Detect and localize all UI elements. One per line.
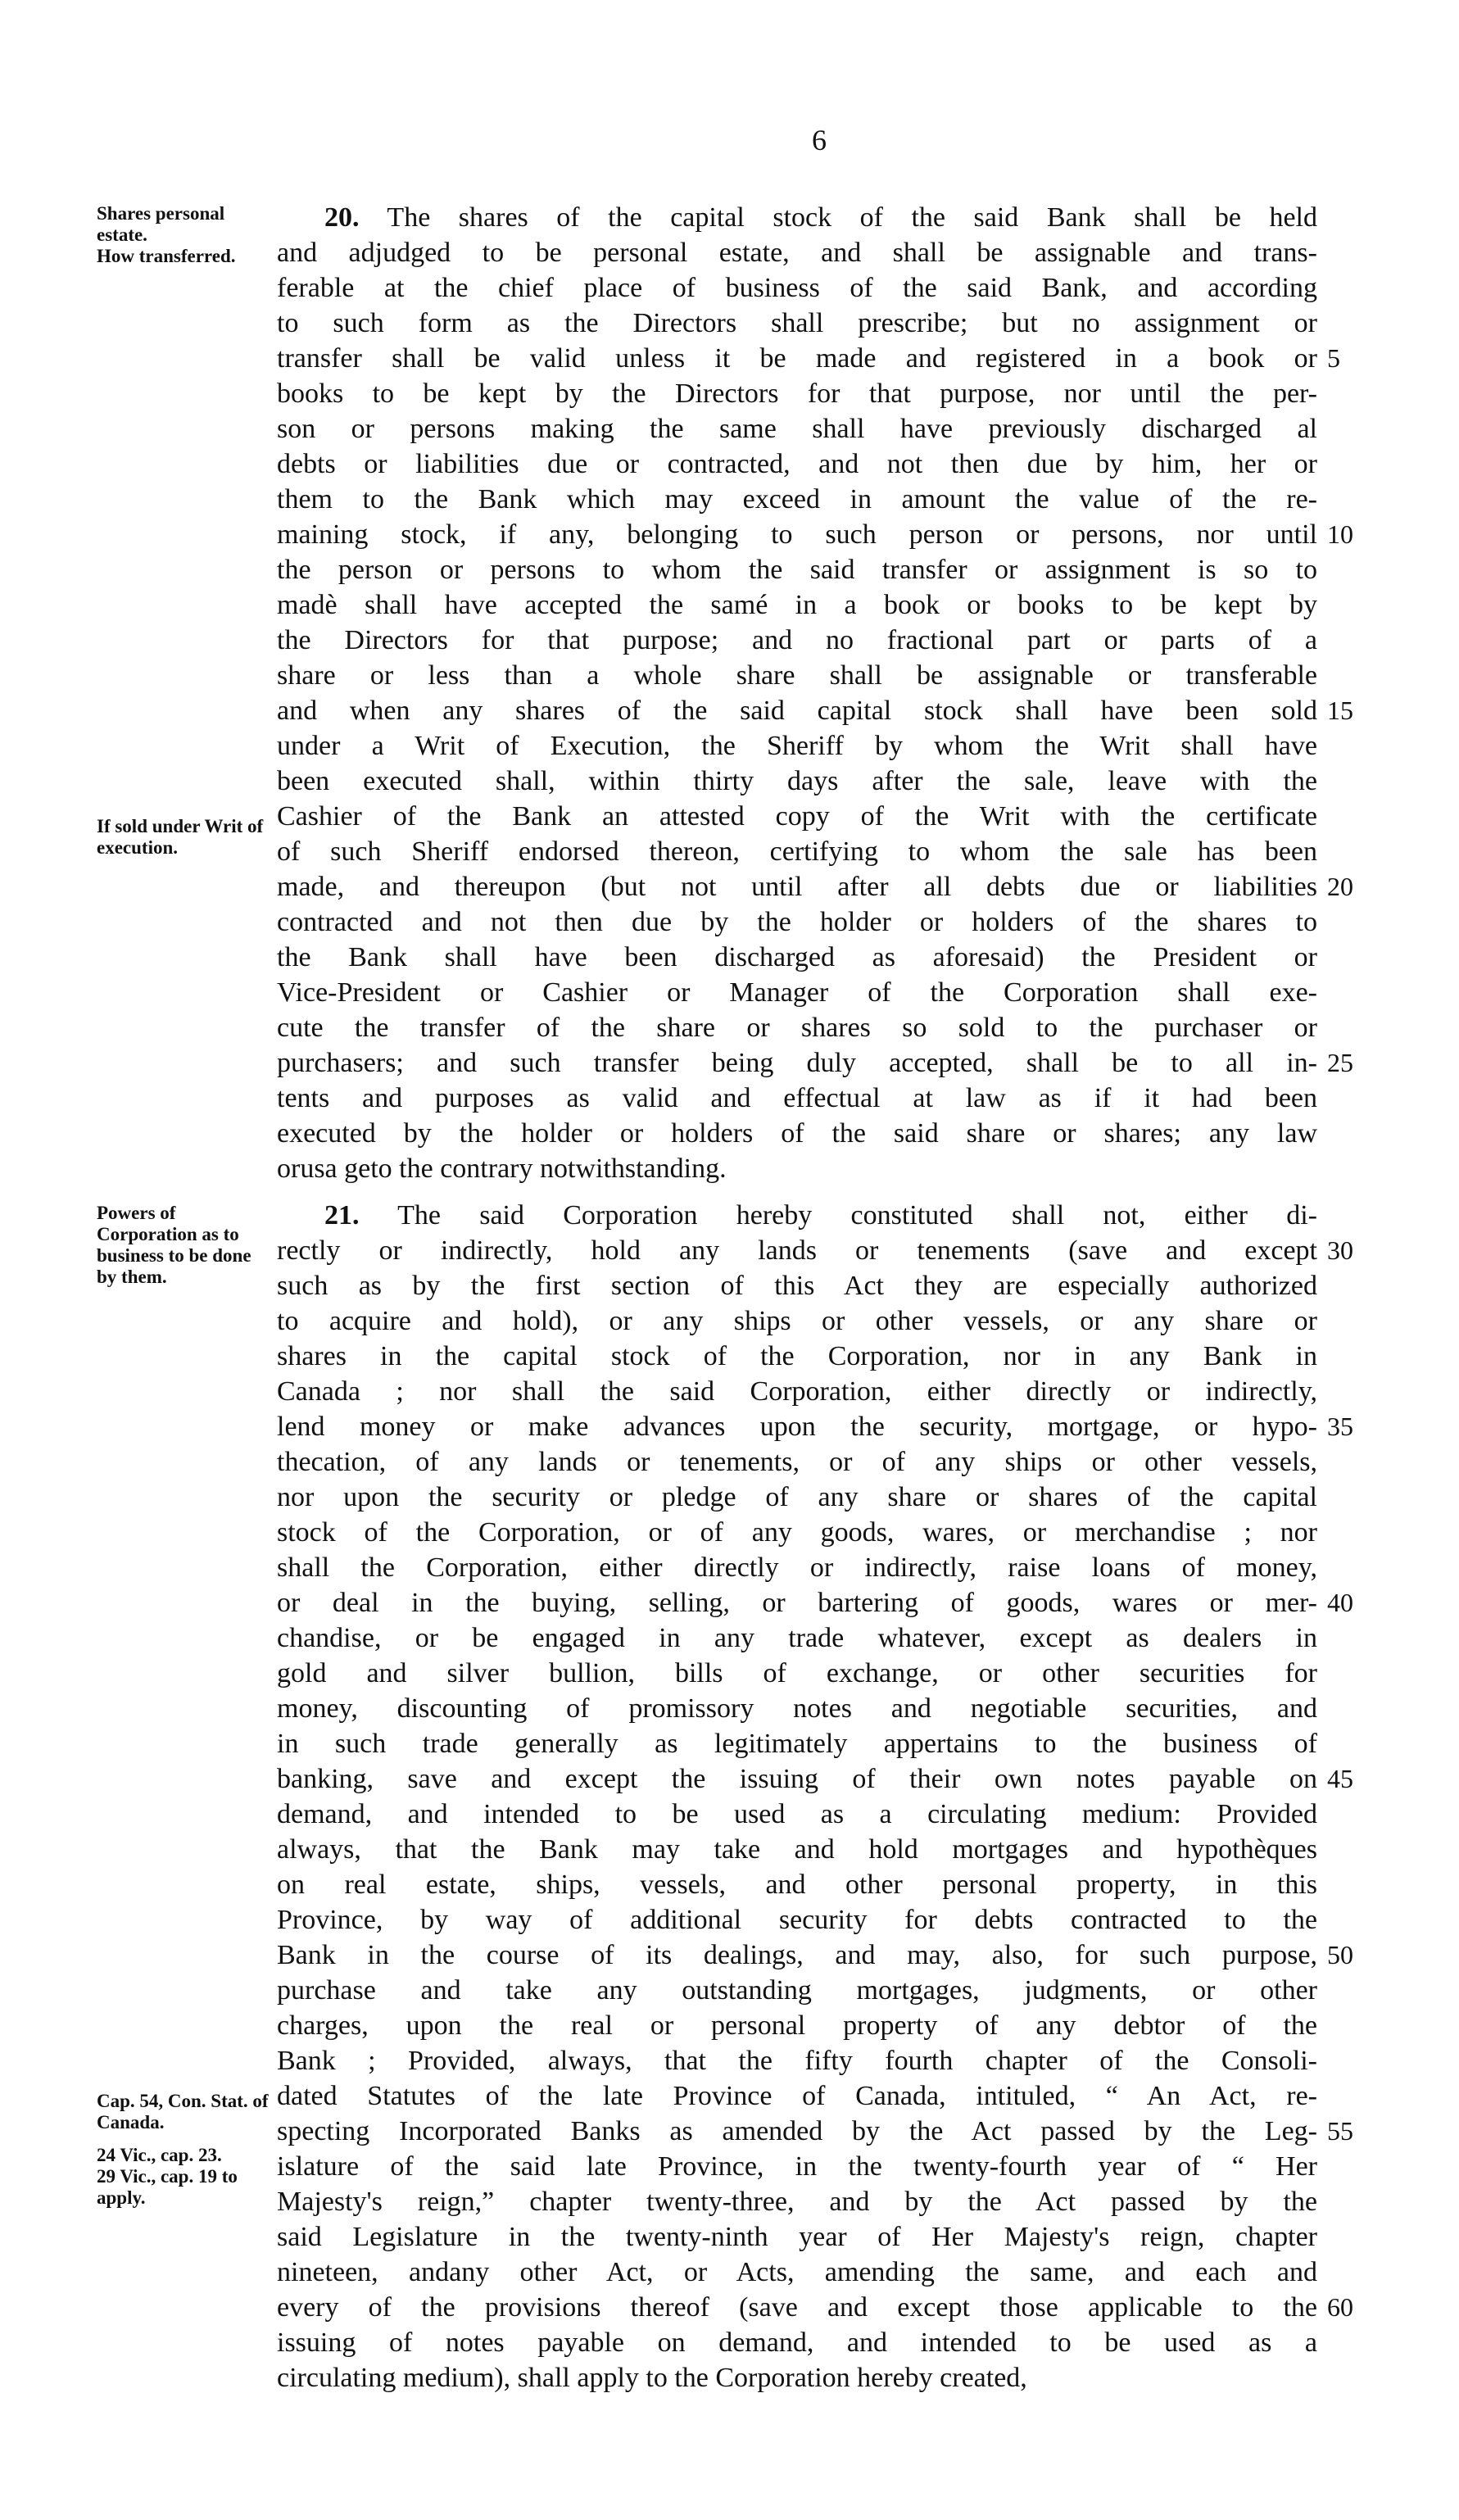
line-number: 60 xyxy=(1327,2292,1353,2322)
line-text: rectly or indirectly, hold any lands or tenements (save and except xyxy=(277,1235,1317,1266)
line-text: under a Writ of Execution, the Sheriff by whom the Writ shall have xyxy=(277,731,1317,761)
text-line xyxy=(277,1585,1317,1620)
line-text: The shares of the capital stock of the said Bank shall be held xyxy=(387,202,1318,233)
line-text: gold and silver bullion, bills of exchange, or other securities for xyxy=(277,1658,1317,1688)
line-text: always, that the Bank may take and hold mortgages and hypothèques xyxy=(277,1834,1317,1865)
paragraph-number: 20. xyxy=(324,202,360,233)
line-number: 15 xyxy=(1327,696,1353,725)
text-line xyxy=(277,1339,1317,1374)
section-text xyxy=(277,1198,1317,2395)
line-text: Canada ; nor shall the said Corporation, either directly or indirectly, xyxy=(277,1376,1317,1407)
text-line xyxy=(277,2078,1317,2114)
text-line xyxy=(277,1761,1317,1797)
text-line xyxy=(277,2149,1317,2184)
line-text: the Bank shall have been discharged as aforesaid) the President or xyxy=(277,942,1317,972)
text-line xyxy=(277,834,1317,869)
margin-notes xyxy=(97,203,273,859)
margin-note: If sold under Writ of execution. xyxy=(97,816,264,858)
line-text: money, discounting of promissory notes and negotiable securities, and xyxy=(277,1693,1317,1724)
text-line xyxy=(277,1867,1317,1902)
text-line xyxy=(277,1151,1317,1186)
text-line xyxy=(277,341,1317,376)
margin-notes xyxy=(97,1203,273,2209)
line-number: 35 xyxy=(1327,1412,1353,1441)
line-text: orusa geto the contrary notwithstanding. xyxy=(277,1153,727,1184)
text-line xyxy=(277,2219,1317,2255)
margin-note: Cap. 54, Con. Stat. of Canada. xyxy=(97,2091,269,2132)
text-line xyxy=(277,728,1317,764)
line-text: said Legislature in the twenty-ninth year of Her Majesty's reign, chapter xyxy=(277,2222,1317,2252)
line-text: debts or liabilities due or contracted, and not then due by him, her or xyxy=(277,449,1317,479)
line-text: Cashier of the Bank an attested copy of the Writ with the certificate xyxy=(277,801,1317,832)
line-text: every of the provisions thereof (save and except those applicable to the xyxy=(277,2292,1317,2323)
text-line xyxy=(277,376,1317,411)
line-text: thecation, of any lands or tenements, or of any ships or other vessels, xyxy=(277,1447,1317,1477)
margin-note: How transferred. xyxy=(97,246,236,266)
text-line xyxy=(277,1303,1317,1339)
text-line xyxy=(277,1198,1317,1233)
line-text: the person or persons to whom the said transfer or assignment is so to xyxy=(277,555,1317,585)
text-line xyxy=(277,1268,1317,1303)
text-line xyxy=(277,1010,1317,1045)
line-number: 45 xyxy=(1327,1764,1353,1793)
text-line xyxy=(277,764,1317,799)
line-text: issuing of notes payable on demand, and intended to be used as a xyxy=(277,2327,1317,2358)
text-line xyxy=(277,235,1317,270)
margin-note: 29 Vic., cap. 19 to apply. xyxy=(97,2166,238,2208)
line-text: charges, upon the real or personal property of any debtor of the xyxy=(277,2010,1317,2041)
line-text: Bank ; Provided, always, that the fifty fourth chapter of the Consoli- xyxy=(277,2046,1317,2076)
line-text: maining stock, if any, belonging to such person or persons, nor until xyxy=(277,519,1317,550)
line-number: 40 xyxy=(1327,1588,1353,1617)
text-line xyxy=(277,1515,1317,1550)
text-line xyxy=(277,1902,1317,1938)
line-text: banking, save and except the issuing of their own notes payable on xyxy=(277,1764,1317,1794)
line-text: purchasers; and such transfer being duly accepted, shall be to all in- xyxy=(277,1048,1317,1078)
text-line xyxy=(277,482,1317,517)
line-text: them to the Bank which may exceed in amount the value of the re- xyxy=(277,484,1317,514)
line-text: made, and thereupon (but not until after all debts due or liabilities xyxy=(277,872,1317,902)
text-line xyxy=(277,2008,1317,2043)
line-text: executed by the holder or holders of the said share or shares; any law xyxy=(277,1118,1317,1149)
line-number: 30 xyxy=(1327,1235,1353,1265)
text-line xyxy=(277,1409,1317,1444)
text-line xyxy=(277,1550,1317,1585)
line-text: the Directors for that purpose; and no fractional part or parts of a xyxy=(277,625,1317,655)
text-line xyxy=(277,1726,1317,1761)
line-text: and adjudged to be personal estate, and shall be assignable and trans- xyxy=(277,238,1317,268)
text-line xyxy=(277,552,1317,587)
text-line xyxy=(277,1797,1317,1832)
text-line xyxy=(277,623,1317,658)
line-text: Province, by way of additional security for debts contracted to the xyxy=(277,1905,1317,1935)
text-line xyxy=(277,517,1317,552)
line-text: in such trade generally as legitimately appertains to the business of xyxy=(277,1729,1317,1759)
text-line xyxy=(277,2043,1317,2078)
text-line xyxy=(277,1116,1317,1151)
line-text: lend money or make advances upon the security, mortgage, or hypo- xyxy=(277,1412,1317,1442)
line-text: contracted and not then due by the holder or holders of the shares to xyxy=(277,907,1317,937)
text-line xyxy=(277,2325,1317,2360)
line-number: 20 xyxy=(1327,872,1353,901)
line-text: on real estate, ships, vessels, and other personal property, in this xyxy=(277,1870,1317,1900)
line-number: 5 xyxy=(1327,343,1340,373)
text-line xyxy=(277,1620,1317,1656)
margin-note: 24 Vic., cap. 23. xyxy=(97,2145,222,2165)
line-text: The said Corporation hereby constituted shall not, either di- xyxy=(397,1200,1317,1231)
line-text: and when any shares of the said capital stock shall have been sold xyxy=(277,696,1317,726)
line-text: such as by the first section of this Act they are especially authorized xyxy=(277,1271,1317,1301)
text-line xyxy=(277,904,1317,940)
line-text: nineteen, andany other Act, or Acts, amending the same, and each and xyxy=(277,2257,1317,2287)
text-line xyxy=(277,1938,1317,1973)
line-text: shall the Corporation, either directly or indirectly, raise loans of money, xyxy=(277,1552,1317,1583)
line-text: dated Statutes of the late Province of Canada, intituled, “ An Act, re- xyxy=(277,2081,1317,2111)
line-text: books to be kept by the Directors for that purpose, nor until the per- xyxy=(277,378,1317,409)
text-line xyxy=(277,869,1317,904)
line-text: demand, and intended to be used as a circulating medium: Provided xyxy=(277,1799,1317,1829)
line-text: or deal in the buying, selling, or bartering of goods, wares or mer- xyxy=(277,1588,1317,1618)
text-line xyxy=(277,1480,1317,1515)
margin-note: Powers of Corporation as to business to be done by them. xyxy=(97,1203,251,1287)
line-number: 55 xyxy=(1327,2116,1353,2146)
line-text: cute the transfer of the share or shares so sold to the purchaser or xyxy=(277,1013,1317,1043)
text-line xyxy=(277,2255,1317,2290)
text-line xyxy=(277,587,1317,623)
text-line xyxy=(277,658,1317,693)
line-number: 10 xyxy=(1327,519,1353,549)
page-number: 6 xyxy=(812,124,827,156)
line-text: stock of the Corporation, or of any goods, wares, or merchandise ; nor xyxy=(277,1517,1317,1548)
text-line xyxy=(277,1691,1317,1726)
line-number: 25 xyxy=(1327,1048,1353,1077)
line-text: circulating medium), shall apply to the Corporation hereby created, xyxy=(277,2363,1027,2393)
margin-note: Shares personal estate. xyxy=(97,203,225,245)
line-text: purchase and take any outstanding mortgages, judgments, or other xyxy=(277,1975,1317,2006)
text-line xyxy=(277,799,1317,834)
text-line xyxy=(277,1444,1317,1480)
line-text: tents and purposes as valid and effectual at law as if it had been xyxy=(277,1083,1317,1113)
text-line xyxy=(277,975,1317,1010)
text-line xyxy=(277,1233,1317,1268)
line-text: islature of the said late Province, in the twenty-fourth year of “ Her xyxy=(277,2151,1317,2182)
text-line xyxy=(277,2360,1317,2395)
text-line xyxy=(277,446,1317,482)
section-text xyxy=(277,200,1317,1186)
text-line xyxy=(277,940,1317,975)
line-text: Bank in the course of its dealings, and may, also, for such purpose, xyxy=(277,1940,1317,1970)
text-line xyxy=(277,1656,1317,1691)
text-line xyxy=(277,1832,1317,1867)
text-line xyxy=(277,2114,1317,2149)
text-line xyxy=(277,1973,1317,2008)
text-line xyxy=(277,1045,1317,1081)
line-text: ferable at the chief place of business of the said Bank, and according xyxy=(277,273,1317,303)
line-text: of such Sheriff endorsed thereon, certifying to whom the sale has been xyxy=(277,836,1317,867)
text-line xyxy=(277,1374,1317,1409)
line-text: chandise, or be engaged in any trade whatever, except as dealers in xyxy=(277,1623,1317,1653)
text-line xyxy=(277,2184,1317,2219)
text-line xyxy=(277,200,1317,235)
line-text: son or persons making the same shall have previously discharged al xyxy=(277,414,1317,444)
line-number: 50 xyxy=(1327,1940,1353,1969)
line-text: been executed shall, within thirty days after the sale, leave with the xyxy=(277,766,1317,796)
line-text: Vice-President or Cashier or Manager of the Corporation shall exe- xyxy=(277,977,1317,1008)
text-line xyxy=(277,693,1317,728)
line-text: to acquire and hold), or any ships or other vessels, or any share or xyxy=(277,1306,1317,1336)
text-line xyxy=(277,411,1317,446)
line-text: share or less than a whole share shall be assignable or transferable xyxy=(277,660,1317,691)
text-line xyxy=(277,1081,1317,1116)
text-line xyxy=(277,270,1317,306)
line-text: madè shall have accepted the samé in a book or books to be kept by xyxy=(277,590,1317,620)
line-text: nor upon the security or pledge of any share or shares of the capital xyxy=(277,1482,1317,1512)
line-text: to such form as the Directors shall prescribe; but no assignment or xyxy=(277,308,1317,338)
line-text: specting Incorporated Banks as amended by the Act passed by the Leg- xyxy=(277,2116,1317,2146)
line-text: Majesty's reign,” chapter twenty-three, and by the Act passed by the xyxy=(277,2187,1317,2217)
line-text: shares in the capital stock of the Corporation, nor in any Bank in xyxy=(277,1341,1317,1371)
line-text: transfer shall be valid unless it be made and registered in a book or xyxy=(277,343,1317,374)
text-line xyxy=(277,2290,1317,2325)
paragraph-number: 21. xyxy=(324,1200,360,1231)
text-line xyxy=(277,306,1317,341)
